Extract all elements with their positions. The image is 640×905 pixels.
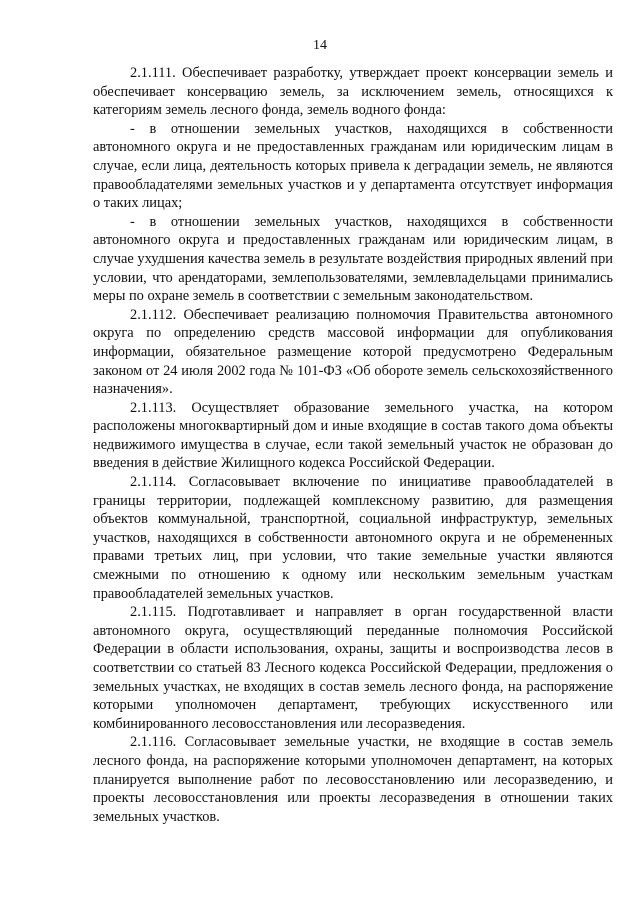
paragraph-2-1-112: 2.1.112. Обеспечивает реализацию полномочия Правительства автономного округа по определению средств массовой информации для опубликования информации, обязательное размещение которой предусмотрено Федеральным законом от 24 июля 2002 года № 101-ФЗ «Об обороте земель сельскохозяйственного назначения».: [93, 306, 613, 398]
page-number: 14: [313, 38, 327, 53]
list-item-dash-1: - в отношении земельных участков, находящихся в собственности автономного округа и не предоставленных гражданам или юридическим лицам в случае, если лица, деятельность которых привела к деградации земель, не являются правообладателями земельных участков и у департамента отсутствует информация о таких лицах;: [93, 120, 613, 212]
paragraph-2-1-113: 2.1.113. Осуществляет образование земельного участка, на котором расположены многоквартирный дом и иные входящие в состав такого дома объекты недвижимого имущества в случае, если такой земельный участок не образован до введения в действие Жилищного кодекса Российской Федерации.: [93, 399, 613, 472]
list-item-dash-2: - в отношении земельных участков, находящихся в собственности автономного округа и предоставленных гражданам или юридическим лицам, в случае ухудшения качества земель в результате воздействия природных явлений при условии, что арендаторами, землепользователями, землевладельцами принимались меры по охране земель в соответствии с земельным законодательством.: [93, 213, 613, 305]
paragraph-2-1-116: 2.1.116. Согласовывает земельные участки, не входящие в состав земель лесного фонда, на распоряжение которыми уполномочен департамент, на которых планируется выполнение работ по лесовосстановлению или лесоразведению, и проекты лесовосстановления или проекты лесоразведения в отношении таких земельных участков.: [93, 734, 613, 825]
document-body: [93, 64, 613, 826]
paragraph-2-1-111: 2.1.111. Обеспечивает разработку, утверждает проект консервации земель и обеспечивает консервацию земель, за исключением земель, относящихся к категориям земель лесного фонда, земель водного фонда:: [93, 65, 613, 119]
paragraph-2-1-115: 2.1.115. Подготавливает и направляет в орган государственной власти автономного округа, осуществляющий переданные полномочия Российской Федерации в области использования, охраны, защиты и воспроизводства лесов в соответствии со статьей 83 Лесного кодекса Российской Федерации, предложения о земельных участках, не входящих в состав земель лесного фонда, на распоряжение которыми уполномочен департамент, требующих искусственного или комбинированного лесовосстановления или лесоразведения.: [93, 604, 613, 732]
paragraph-2-1-114: 2.1.114. Согласовывает включение по инициативе правообладателей в границы территории, подлежащей комплексному развитию, для размещения объектов коммунальной, транспортной, социальной инфраструктур, земельных участков, находящихся в собственности автономного округа и не обремененных правами третьих лиц, при условии, что такие земельные участки являются смежными по отношению к одному или нескольким земельным участкам правообладателей земельных участков.: [93, 474, 613, 602]
